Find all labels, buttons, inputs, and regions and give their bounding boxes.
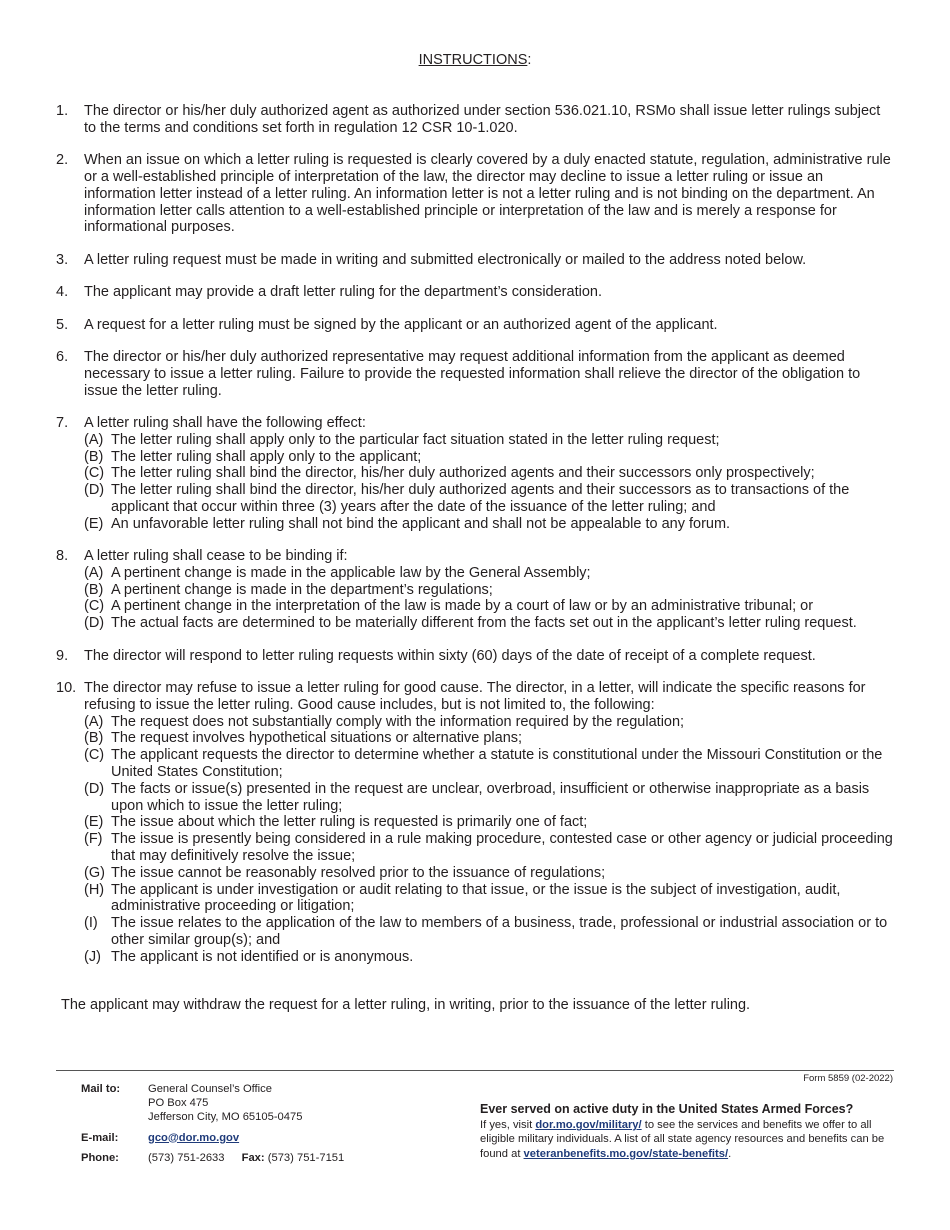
footer-divider	[56, 1070, 894, 1071]
instruction-item	[56, 548, 896, 632]
item-text: A letter ruling request must be made in writing and submitted electronically or mailed to the address noted below.	[84, 251, 807, 268]
veterans-text-part: If yes, visit	[480, 1119, 536, 1132]
sub-item	[84, 781, 896, 815]
instruction-item	[56, 252, 896, 269]
item-text: A request for a letter ruling must be signed by the applicant or an authorized agent of the applicant.	[84, 316, 718, 333]
sub-item	[84, 915, 896, 949]
sub-item-label: (A)	[84, 564, 104, 581]
instruction-item	[56, 284, 896, 301]
sub-item	[84, 615, 896, 632]
sub-item	[84, 730, 896, 747]
veterans-text-part: .	[728, 1147, 732, 1160]
item-text: The director or his/her duly authorized representative may request additional information from the applicant as deemed necessary to issue a letter ruling. Failure to provide the requested information shall relieve the director of the obligation to issue the letter ruling.	[84, 348, 861, 399]
veterans-text	[480, 1118, 895, 1161]
sub-list	[84, 565, 896, 632]
veterans-text-part: to see the services and benefits we offer to all eligible military individuals. A list of all state agency resources and benefits can be found at	[480, 1119, 885, 1160]
sub-item-label: (A)	[84, 713, 104, 730]
sub-item-text: The issue relates to the application of the law to members of a business, trade, professional or industrial association or to other similar group(s); and	[111, 915, 888, 949]
sub-item	[84, 949, 896, 966]
sub-item	[84, 814, 896, 831]
item-number: 5.	[56, 316, 69, 333]
sub-item-text: The issue about which the letter ruling is requested is primarily one of fact;	[111, 814, 588, 831]
instruction-item	[56, 152, 896, 236]
military-link[interactable]: dor.mo.gov/military/	[535, 1119, 642, 1132]
sub-item-text: The issue cannot be reasonably resolved prior to the issuance of regulations;	[111, 864, 606, 881]
mail-label: Mail to:	[81, 1083, 121, 1095]
sub-item	[84, 865, 896, 882]
closing-note: The applicant may withdraw the request for a letter ruling, in writing, prior to the issuance of the letter ruling.	[61, 997, 751, 1013]
instruction-item	[56, 648, 896, 665]
instruction-item	[56, 415, 896, 533]
mail-line: General Counsel’s Office	[148, 1083, 272, 1095]
sub-item	[84, 565, 896, 582]
email-link[interactable]: gco@dor.mo.gov	[148, 1131, 240, 1144]
sub-item-text: The facts or issue(s) presented in the request are unclear, overbroad, insufficient or otherwise inappropriate as a basis upon which to issue the letter ruling;	[111, 780, 870, 814]
instruction-item	[56, 103, 896, 137]
item-number: 4.	[56, 284, 69, 301]
sub-item	[84, 482, 896, 516]
item-text: The director will respond to letter ruling requests within sixty (60) days of the date of receipt of a complete request.	[84, 647, 816, 664]
sub-item-label: (H)	[84, 881, 105, 898]
email-row	[81, 1131, 344, 1145]
sub-item-text: The letter ruling shall apply only to the applicant;	[111, 448, 422, 465]
title-colon: :	[527, 52, 532, 68]
sub-item	[84, 882, 896, 916]
sub-item-label: (D)	[84, 615, 105, 632]
sub-item-label: (A)	[84, 431, 104, 448]
item-text: The director may refuse to issue a letter ruling for good cause. The director, in a letter, will indicate the specific reasons for refusing to issue the letter ruling. Good cause includes, but is not limited to, the following:	[84, 680, 866, 713]
sub-item	[84, 831, 896, 865]
item-text: The director or his/her duly authorized agent as authorized under section 536.021.10, RSMo shall issue letter rulings subject to the terms and conditions set forth in regulation 12 CSR 10-1.020.	[84, 103, 881, 136]
sub-item-label: (C)	[84, 747, 105, 764]
instruction-item	[56, 680, 896, 966]
sub-item-label: (B)	[84, 581, 104, 598]
item-text: When an issue on which a letter ruling is requested is clearly covered by a duly enacted statute, regulation, administrative rule or a well-established principle of interpretation of the law, the director may decline to issue a letter ruling or issue an information letter instead of a letter ruling. An information letter is not a letter ruling and is not binding on the department. An information letter calls attention to a well-established principle or interpretation of the law and is merely a response for informational purposes.	[84, 152, 891, 236]
veterans-heading: Ever served on active duty in the United States Armed Forces?	[480, 1102, 854, 1116]
fax-label: Fax:	[241, 1151, 265, 1164]
sub-item	[84, 465, 896, 482]
sub-item	[84, 747, 896, 781]
title-text: INSTRUCTIONS	[418, 52, 528, 68]
veterans-notice	[480, 1102, 895, 1161]
item-number: 2.	[56, 152, 69, 169]
sub-item-label: (J)	[84, 948, 101, 965]
mail-line: Jefferson City, MO 65105-0475	[148, 1111, 303, 1124]
contact-block	[81, 1082, 344, 1165]
item-number: 10.	[56, 680, 77, 697]
form-number: Form 5859 (02-2022)	[803, 1073, 893, 1084]
sub-item-text: The applicant is not identified or is anonymous.	[111, 948, 414, 965]
sub-item	[84, 598, 896, 615]
item-number: 7.	[56, 414, 69, 431]
sub-item	[84, 432, 896, 449]
sub-item-text: The request does not substantially comply with the information required by the regulation;	[111, 713, 685, 730]
sub-item-label: (B)	[84, 448, 104, 465]
fax-number: (573) 751-7151	[267, 1151, 345, 1164]
phone-label: Phone:	[81, 1151, 119, 1164]
sub-item-label: (E)	[84, 814, 104, 831]
item-number: 3.	[56, 251, 69, 268]
sub-item	[84, 582, 896, 599]
sub-item	[84, 516, 896, 533]
sub-item-label: (G)	[84, 864, 105, 881]
item-number: 8.	[56, 548, 69, 565]
sub-item	[84, 714, 896, 731]
sub-list	[84, 432, 896, 533]
mail-address	[148, 1082, 344, 1125]
sub-item-text: A pertinent change in the interpretation of the law is made by a court of law or by an administrative tribunal; or	[111, 598, 814, 615]
sub-item-label: (C)	[84, 465, 105, 482]
item-text: The applicant may provide a draft letter ruling for the department’s consideration.	[84, 284, 602, 301]
sub-item-text: The applicant is under investigation or audit relating to that issue, or the issue is the subject of investigation, audit, administrative proceeding or litigation;	[111, 881, 841, 915]
item-text: A letter ruling shall have the following effect:	[84, 414, 366, 431]
page-title	[0, 52, 950, 68]
instruction-item	[56, 317, 896, 334]
sub-item-label: (I)	[84, 915, 98, 932]
sub-item-label: (F)	[84, 831, 103, 848]
instruction-item	[56, 349, 896, 399]
sub-item-text: The issue is presently being considered in a rule making procedure, contested case or other agency or judicial proceeding that may definitively resolve the issue;	[111, 831, 893, 865]
sub-item-label: (D)	[84, 482, 105, 499]
item-number: 1.	[56, 103, 69, 119]
item-text: A letter ruling shall cease to be binding if:	[84, 548, 348, 565]
veteran-benefits-link[interactable]: veteranbenefits.mo.gov/state-benefits/	[523, 1147, 729, 1160]
sub-item-label: (B)	[84, 730, 104, 747]
sub-item-text: The letter ruling shall bind the director, his/her duly authorized agents and their successors only prospectively;	[111, 465, 815, 482]
sub-item-text: A pertinent change is made in the applicable law by the General Assembly;	[111, 564, 591, 581]
phone-number: (573) 751-2633	[148, 1151, 225, 1164]
sub-item-label: (E)	[84, 515, 104, 532]
sub-list	[84, 714, 896, 966]
instructions-list	[56, 103, 896, 981]
item-number: 6.	[56, 348, 69, 365]
sub-item-text: The applicant requests the director to determine whether a statute is constitutional under the Missouri Constitution or the United States Constitution;	[111, 747, 883, 781]
phone-row	[81, 1151, 344, 1165]
sub-item-text: The actual facts are determined to be materially different from the facts set out in the applicant’s letter ruling request.	[111, 615, 857, 632]
sub-item-label: (C)	[84, 598, 105, 615]
item-number: 9.	[56, 647, 69, 664]
sub-item-text: The request involves hypothetical situations or alternative plans;	[111, 730, 523, 747]
sub-item	[84, 449, 896, 466]
sub-item-text: A pertinent change is made in the department’s regulations;	[111, 581, 493, 598]
sub-item-text: The letter ruling shall apply only to the particular fact situation stated in the letter ruling request;	[111, 431, 720, 448]
sub-item-text: An unfavorable letter ruling shall not bind the applicant and shall not be appealable to any forum.	[111, 515, 731, 532]
sub-item-label: (D)	[84, 780, 105, 797]
sub-item-text: The letter ruling shall bind the director, his/her duly authorized agents and their successors as to transactions of the applicant that occur within three (3) years after the date of the issuance of the letter ruling; and	[111, 482, 850, 515]
email-label: E-mail:	[81, 1131, 119, 1144]
mail-row	[81, 1082, 344, 1125]
mail-line: PO Box 475	[148, 1097, 209, 1110]
